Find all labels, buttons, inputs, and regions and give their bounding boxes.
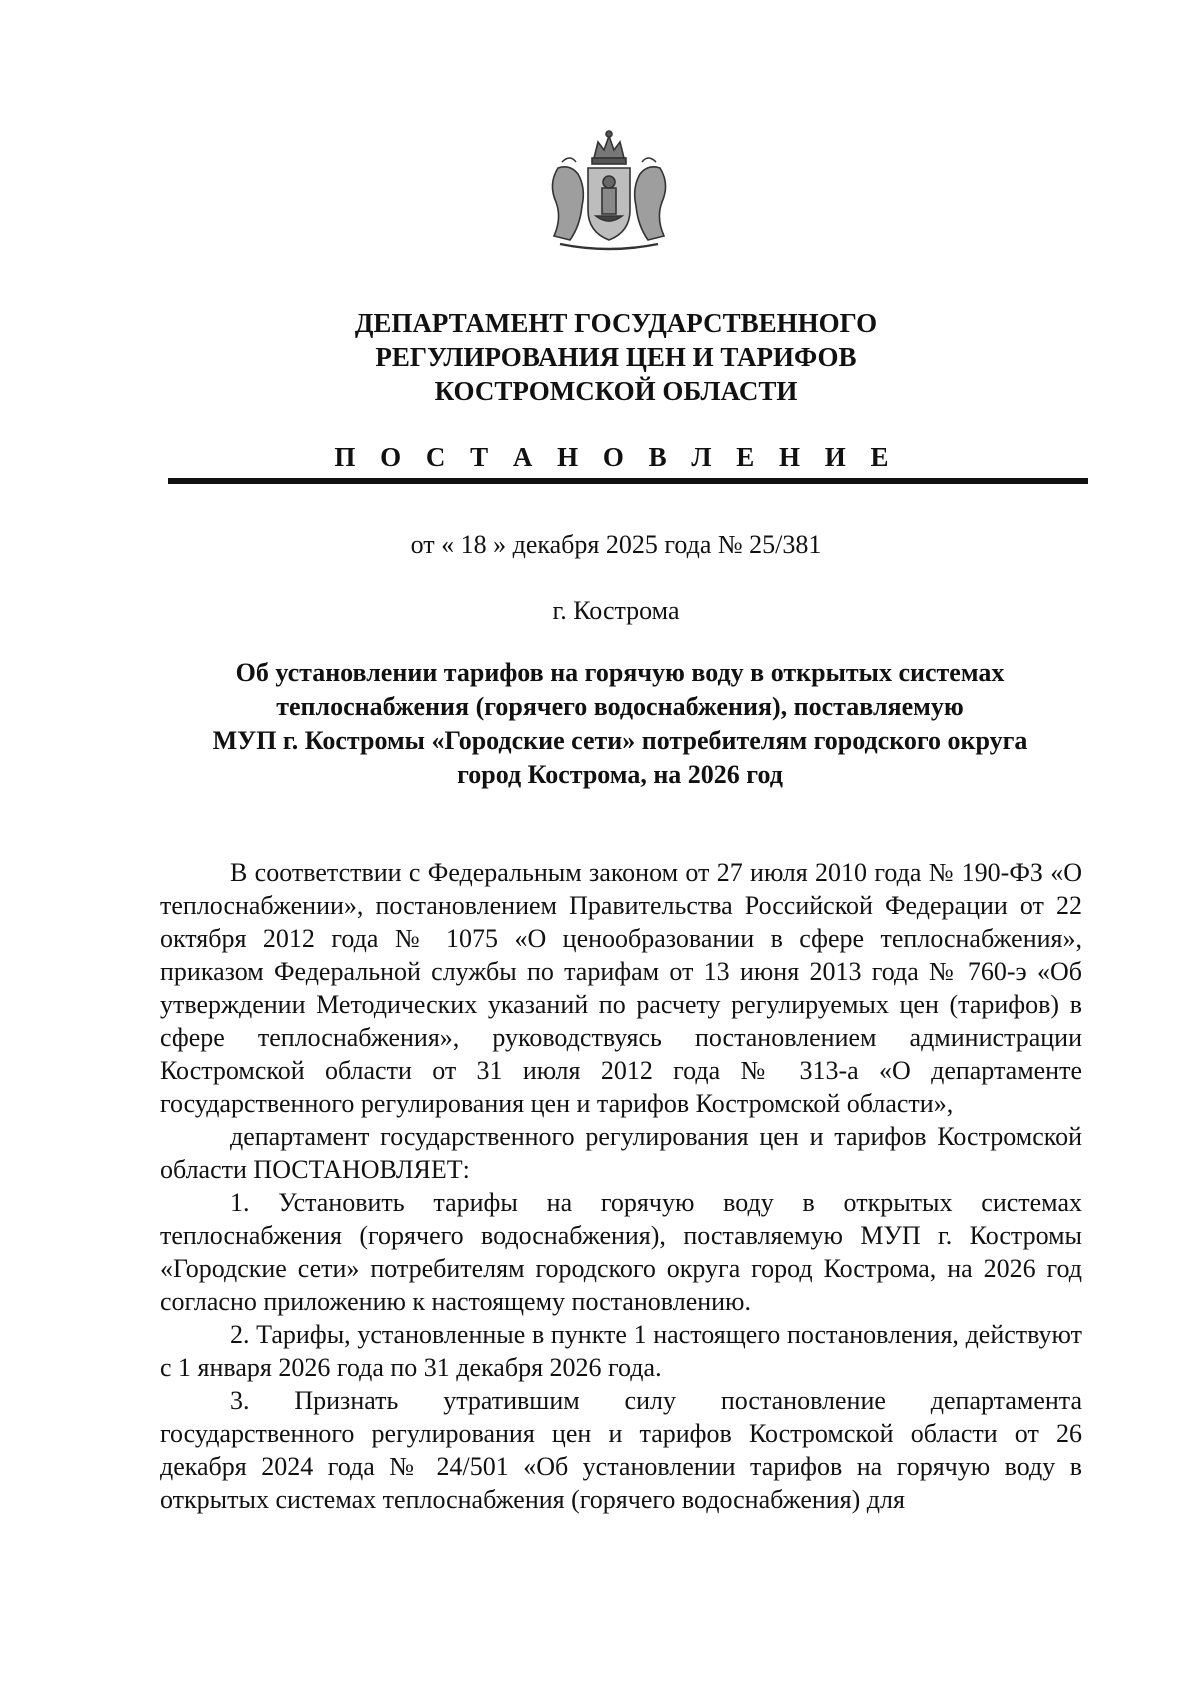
document-type-title: П О С Т А Н О В Л Е Н И Е — [334, 442, 898, 472]
subject-line-1: Об установлении тарифов на горячую воду в открытых системах — [235, 658, 1005, 687]
document-date-number: от « 18 » декабря 2025 года № 25/381 — [410, 530, 822, 559]
subject-line-4: город Кострома, на 2026 год — [457, 760, 783, 789]
coat-of-arms-icon — [540, 128, 678, 254]
document-city: г. Кострома — [552, 596, 680, 625]
header-line-3: КОСТРОМСКОЙ ОБЛАСТИ — [434, 376, 798, 406]
header-divider — [168, 478, 1088, 484]
subject-line-3: МУП г. Костромы «Городские сети» потребителям городского округа — [212, 726, 1028, 755]
paragraph-resolves: департамент государственного регулирования цен и тарифов Костромской области ПОСТАНОВЛЯЕТ: — [160, 1122, 1082, 1184]
paragraph-item-1: 1. Установить тарифы на горячую воду в открытых системах теплоснабжения (горячего водоснабжения), поставляемую МУП г. Костромы «Городские сети» потребителям городского округа город Кострома, на 2026 год согласно приложению к настоящему постановлению. — [160, 1188, 1082, 1316]
header-line-1: ДЕПАРТАМЕНТ ГОСУДАРСТВЕННОГО — [354, 308, 878, 338]
paragraph-item-2: 2. Тарифы, установленные в пункте 1 настоящего постановления, действуют с 1 января 2026 года по 31 декабря 2026 года. — [160, 1320, 1082, 1382]
header-line-2: РЕГУЛИРОВАНИЯ ЦЕН И ТАРИФОВ — [375, 342, 857, 372]
paragraph-item-3: 3. Признать утратившим силу постановление департамента государственного регулирования цен и тарифов Костромской области от 26 декабря 2024 года № 24/501 «Об установлении тарифов на горячую воду в открытых системах теплоснабжения (горячего водоснабжения) для — [160, 1386, 1082, 1514]
subject-line-2: теплоснабжения (горячего водоснабжения), поставляемую — [276, 692, 964, 721]
paragraph-preamble: В соответствии с Федеральным законом от 27 июля 2010 года № 190-ФЗ «О теплоснабжении», постановлением Правительства Российской Федерации от 22 октября 2012 года № 1075 «О ценообразовании в сфере теплоснабжения», приказом Федеральной службы по тарифам от 13 июня 2013 года № 760-э «Об утверждении Методических указаний по расчету регулируемых цен (тарифов) в сфере теплоснабжения», руководствуясь постановлением администрации Костромской области от 31 июля 2012 года № 313-а «О департаменте государственного регулирования цен и тарифов Костромской области», — [160, 858, 1082, 1118]
document-subject — [160, 656, 1080, 792]
department-header — [0, 306, 1200, 408]
document-body — [160, 856, 1082, 1516]
